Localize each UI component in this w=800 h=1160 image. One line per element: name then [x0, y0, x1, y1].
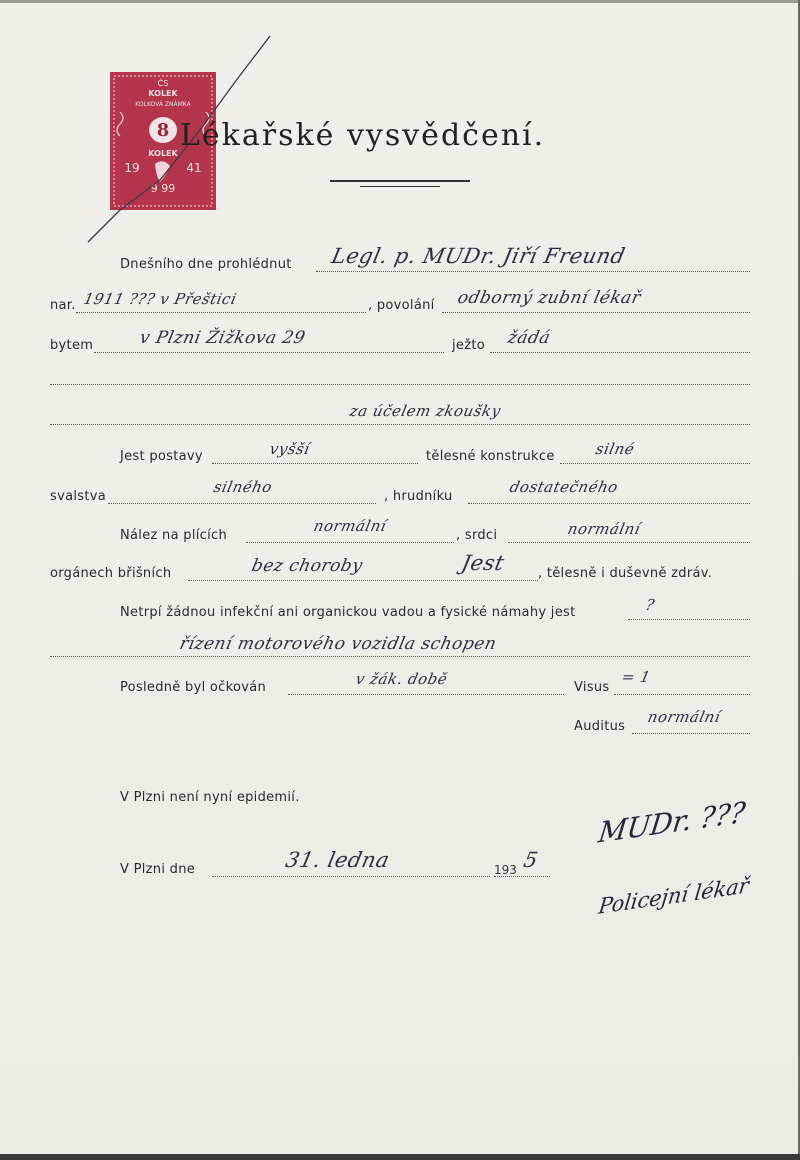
year-dotted-line	[494, 876, 550, 877]
residence-label: bytem	[50, 338, 94, 353]
vaccinated-value: v žák. době	[354, 670, 450, 688]
residence-dotted-line	[94, 352, 444, 353]
occupation-value: odborný zubní lékař	[455, 288, 643, 308]
stamp-year-bottom: 9 99	[150, 182, 176, 195]
examined-value: Legl. p. MUDr. Jiří Freund	[329, 244, 628, 268]
stature-label: Jest postavy	[120, 449, 203, 464]
signature-name: MUDr. ???	[596, 795, 748, 850]
requests-value: žádá	[505, 328, 553, 348]
auditus-value: normální	[646, 708, 723, 726]
is-value: Jest	[459, 551, 507, 575]
infection-value: ?	[644, 596, 657, 614]
blank-dotted-line-1	[50, 384, 750, 385]
capable-value: řízení motorového vozidla schopen	[177, 634, 499, 654]
visus-dotted-line	[614, 694, 750, 695]
vaccinated-dotted-line	[288, 694, 564, 695]
stamp-kolek-top: KOLEK	[148, 89, 178, 98]
heart-label: , srdci	[456, 528, 498, 543]
blank-dotted-line-2	[50, 424, 750, 425]
signature-title: Policejní lékař	[597, 873, 751, 919]
constitution-dotted-line	[560, 463, 750, 464]
stature-dotted-line	[212, 463, 418, 464]
date-label: V Plzni dne	[120, 862, 196, 877]
stamp-top-text: ČS	[157, 79, 169, 88]
born-value: 1911 ??? v Přeštici	[82, 290, 239, 308]
year-prefix: 193	[494, 863, 517, 877]
muscles-dotted-line	[108, 503, 376, 504]
abdomen-dotted-line	[188, 580, 538, 581]
examined-label: Dnešního dne prohlédnut	[120, 257, 292, 272]
stamp-year-left: 19	[124, 161, 140, 175]
constitution-value: silné	[594, 440, 637, 458]
title-underline	[330, 180, 470, 182]
lungs-value: normální	[312, 517, 389, 535]
visus-value: = 1	[620, 668, 653, 686]
infection-dotted-line	[628, 619, 750, 620]
title-underline-thin	[360, 186, 440, 187]
vaccinated-label: Posledně byl očkován	[120, 680, 267, 695]
auditus-dotted-line	[632, 733, 750, 734]
auditus-label: Auditus	[574, 719, 626, 734]
stamp-side-text: KOLKOVÁ ZNÁMKA	[135, 101, 191, 108]
stamp-kolek-bottom: KOLEK	[148, 149, 178, 158]
document-title: Lékařské vysvědčení.	[180, 118, 546, 153]
heart-dotted-line	[508, 542, 750, 543]
page-edge-bottom	[0, 1154, 800, 1160]
residence-value: v Plzni Žižkova 29	[137, 328, 308, 348]
constitution-label: tělesné konstrukce	[426, 449, 555, 464]
health-label: , tělesně i duševně zdráv.	[538, 566, 713, 581]
lungs-label: Nález na plících	[120, 528, 228, 543]
occupation-label: , povolání	[368, 298, 435, 313]
muscles-label: svalstva	[50, 489, 106, 504]
born-dotted-line	[76, 312, 366, 313]
epidemic-text: V Plzni není nyní epidemií.	[120, 790, 300, 805]
abdomen-value: bez choroby	[249, 556, 365, 576]
muscles-value: silného	[212, 478, 274, 496]
requests-label: ježto	[452, 338, 485, 353]
chest-dotted-line	[468, 503, 750, 504]
capable-dotted-line	[50, 656, 750, 657]
page-edge-top	[0, 0, 800, 3]
requests-dotted-line	[490, 352, 750, 353]
stamp-value: 8	[156, 120, 170, 141]
visus-label: Visus	[574, 680, 610, 695]
examined-dotted-line	[316, 271, 750, 272]
stature-value: vyšší	[268, 440, 312, 458]
chest-value: dostatečného	[508, 478, 620, 496]
born-label: nar.	[50, 298, 76, 313]
purpose-value: za účelem zkoušky	[348, 402, 503, 420]
abdomen-label: orgánech břišních	[50, 566, 172, 581]
lungs-dotted-line	[246, 542, 454, 543]
occupation-dotted-line	[442, 312, 750, 313]
chest-label: , hrudníku	[384, 489, 453, 504]
heart-value: normální	[566, 520, 643, 538]
infection-label: Netrpí žádnou infekční ani organickou vadou a fysické námahy jest	[120, 605, 576, 620]
year-suffix: 5	[521, 848, 541, 872]
date-dotted-line	[212, 876, 490, 877]
stamp-year-right: 41	[186, 161, 202, 175]
date-value: 31. ledna	[283, 848, 392, 872]
